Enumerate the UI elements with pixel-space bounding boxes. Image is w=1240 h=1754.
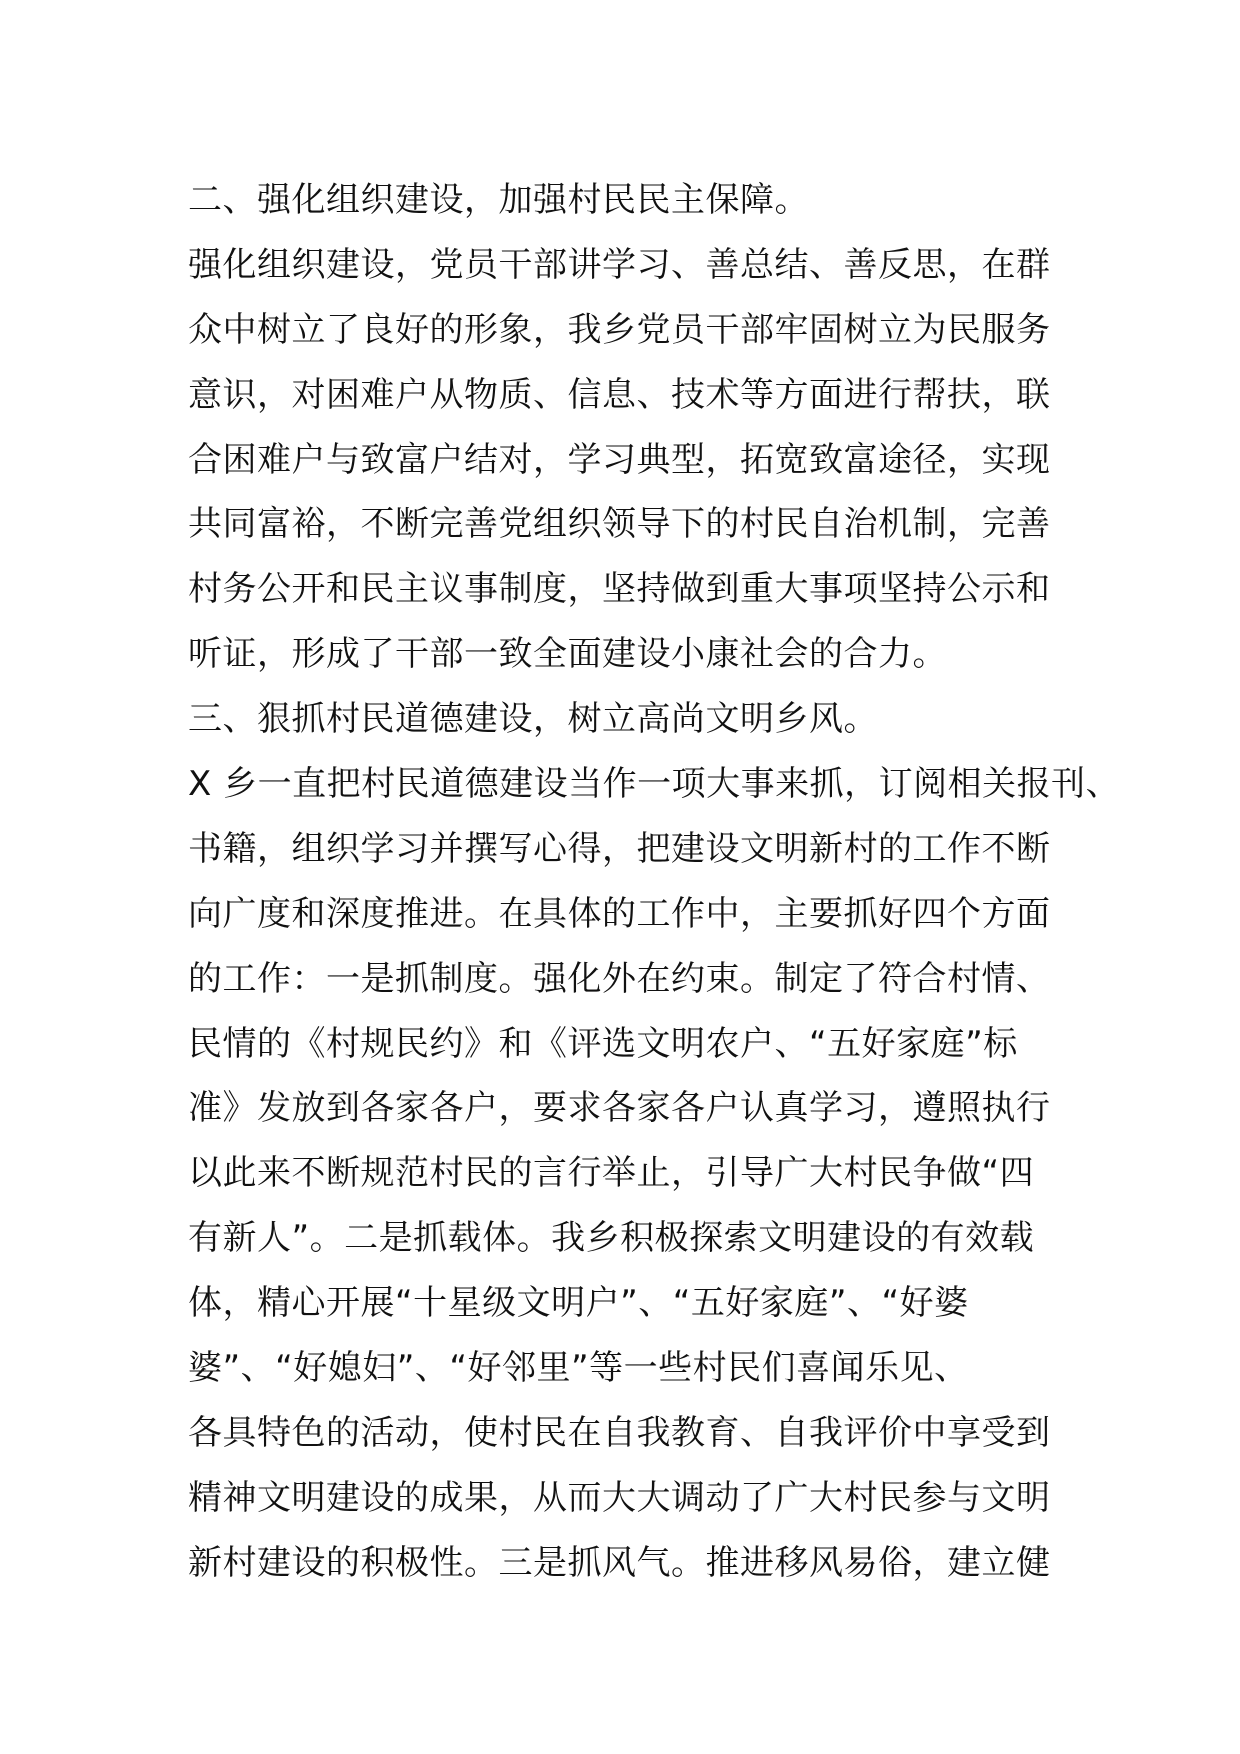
text-line: 听证，形成了干部一致全面建设小康社会的合力。 xyxy=(188,634,947,675)
text-line: X 乡一直把村民道德建设当作一项大事来抓，订阅相关报刊、 xyxy=(188,764,1121,805)
section-heading-2: 二、强化组织建设，加强村民民主保障。 xyxy=(188,180,809,220)
text-line: 众中树立了良好的形象，我乡党员干部牢固树立为民服务 xyxy=(188,309,1051,350)
text-line: 新村建设的积极性。三是抓风气。推进移风易俗，建立健 xyxy=(188,1542,1051,1583)
text-line: 村务公开和民主议事制度，坚持做到重大事项坚持公示和 xyxy=(188,569,1051,610)
text-line: 以此来不断规范村民的言行举止，引导广大村民争做“四 xyxy=(188,1153,1035,1194)
text-line: 书籍，组织学习并撰写心得，把建设文明新村的工作不断 xyxy=(188,828,1051,869)
document-body xyxy=(188,168,1121,1596)
text-line: 精神文明建设的成果，从而大大调动了广大村民参与文明 xyxy=(188,1477,1051,1518)
text-line: 民情的《村规民约》和《评选文明农户、“五好家庭”标 xyxy=(188,1023,1018,1064)
text-line: 婆”、“好媳妇”、“好邻里”等一些村民们喜闻乐见、 xyxy=(188,1348,969,1389)
text-line: 共同富裕，不断完善党组织领导下的村民自治机制，完善 xyxy=(188,504,1051,545)
text-line: 意识，对困难户从物质、信息、技术等方面进行帮扶，联 xyxy=(188,374,1051,415)
text-line: 有新人”。二是抓载体。我乡积极探索文明建设的有效载 xyxy=(188,1218,1035,1259)
text-line: 各具特色的活动，使村民在自我教育、自我评价中享受到 xyxy=(188,1412,1051,1453)
text-line: 准》发放到各家各户，要求各家各户认真学习，遵照执行 xyxy=(188,1088,1051,1129)
text-line: 合困难户与致富户结对，学习典型，拓宽致富途径，实现 xyxy=(188,439,1051,480)
text-line: 体，精心开展“十星级文明户”、“五好家庭”、“好婆 xyxy=(188,1283,969,1324)
text-line: 强化组织建设，党员干部讲学习、善总结、善反思，在群 xyxy=(188,244,1051,285)
text-line: 的工作：一是抓制度。强化外在约束。制定了符合村情、 xyxy=(188,958,1051,999)
section-heading-3: 三、狠抓村民道德建设，树立高尚文明乡风。 xyxy=(188,699,878,740)
text-line: 向广度和深度推进。在具体的工作中，主要抓好四个方面 xyxy=(188,893,1051,934)
